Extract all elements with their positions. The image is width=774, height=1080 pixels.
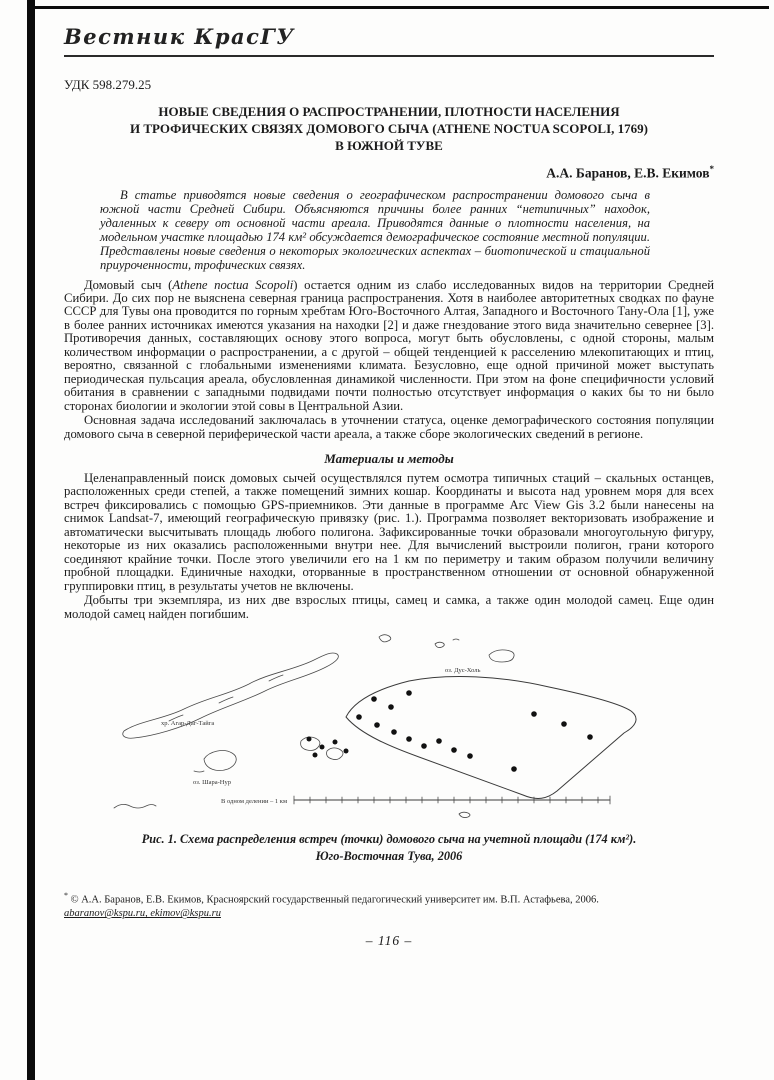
scan-edge-bar [27, 0, 35, 1080]
methods-paragraph-1: Целенаправленный поиск домовых сычей осуществлялся путем осмотра типичных стаций – скальных останцев, расположенных среди степей, а также помещений зимних кошар. Координаты и высота над уровнем моря для всех встреч фиксировались с помощью GPS-приемников. Эти данные в программе Arc View Gis 3.2 были нанесены на снимок Landsat-7, имеющий географическую привязку (рис. 1.). Программа позволяет векторизовать изображение и автоматически высчитывать площадь любого полигона. Зафиксированные точки образовали многоугольную фигуру, некоторые из них оказались расположенными внутри нее. Для вычислений выстроили полигон, грани которого соединяют крайние точки. После этого увеличили его на 1 км по периметру и таким образом получили величину пробной площадки. Единичные находки, оторванные в пространственном отношении от основной обнаруженной группировки птиц, в результаты учетов не включены. [64, 470, 714, 593]
map-labels [161, 667, 480, 805]
bottom-shoreline [114, 804, 470, 817]
footnote-emails: abaranov@kspu.ru, ekimov@kspu.ru [64, 908, 221, 920]
intro-paragraph-2: Основная задача исследований заключалась в уточнении статуса, оценке демографического состояния популяции домового сыча в северной периферической части ареала, а также сборе экологических сведений в регионе. [64, 413, 714, 441]
udk-code: УДК 598.279.25 [64, 77, 152, 92]
article-title [64, 103, 714, 154]
footnote-text: © А.А. Баранов, Е.В. Екимов, Красноярский государственный педагогический университет им. В.П. Астафьева, 2006. [70, 894, 599, 906]
map-label-scale: В одном делении – 1 км [221, 797, 288, 805]
footnote-mark: * [64, 891, 68, 901]
map-label-ridge: хр. Агар-Даг-Тайга [161, 719, 215, 727]
map-sketch [109, 629, 669, 825]
authors-footnote-mark: * [709, 164, 714, 175]
authors-line [64, 164, 714, 182]
methods-paragraph-2: Добыты три экземпляра, из них две взрослых птицы, самец и самка, а также один молодой самец. Еще один молодой самец найден погибшим. [64, 593, 714, 621]
journal-masthead: Вестник КрасГУ [64, 24, 295, 49]
scanned-page [64, 24, 714, 949]
observation-dots [356, 690, 593, 772]
figure-caption-line1: Рис. 1. Схема распределения встреч (точки) домового сыча на учетной площади (174 км²). [141, 831, 637, 846]
article-title-line2: И ТРОФИЧЕСКИХ СВЯЗЯХ ДОМОВОГО СЫЧА (ATHENE NOCTUA SCOPOLI, 1769) [129, 121, 648, 137]
figure-caption-line2: Юго-Восточная Тува, 2006 [315, 848, 463, 863]
article-title-line1: НОВЫЕ СВЕДЕНИЯ О РАСПРОСТРАНЕНИИ, ПЛОТНОСТИ НАСЕЛЕНИЯ [158, 104, 620, 119]
figure-caption [64, 831, 714, 864]
map-label-lake-top: оз. Дус-Холь [445, 666, 481, 674]
page-number: – 116 – [365, 932, 413, 948]
footnote [64, 890, 714, 921]
lake-dus-khol [489, 650, 514, 662]
intro-paragraph-1 [64, 279, 714, 414]
intro-p1-post: ) остается одним из слабо исследованных видов на территории Средней Сибири. До сих пор не выяснена северная граница распространения. Хотя в наиболее авторитетных сводках по фауне СССР для Тувы она проводится по горным хребтам Юго-Восточного Алтая, Западного и Восточного Тану-Ола [1], уже в более ранних источниках имеются указания на находки [2] и даже гнездование этого вида значительно севернее [3]. Противоречия данных, составляющих основу этого вопроса, могут быть обусловлены, с одной стороны, малым количеством информации о распространении, а с другой – общей тенденцией к расселению млекопитающих и птиц, вероятно, связанной с глобальными изменениями климата. Безусловно, еще одной причиной может выступать периодическая пульсация ареала, обусловленная динамикой численности. При этом на фоне специфичности условий обитания в сравнении с западными подвидами почти полностью отсутствует информация о каких бы то ни было сторонах биологии и экологии этой совы в Центральной Азии. [64, 277, 714, 413]
scan-top-line [27, 6, 769, 9]
article-title-line3: В ЮЖНОЙ ТУВЕ [335, 138, 443, 154]
authors-names: А.А. Баранов, Е.В. Екимов [546, 165, 710, 181]
section-heading-methods: Материалы и методы [324, 450, 454, 466]
species-latin-name: Athene noctua Scopoli [172, 277, 294, 292]
intro-p1-pre: Домовый сыч ( [84, 277, 173, 292]
figure-1-map [109, 629, 669, 825]
masthead-rule [64, 55, 714, 57]
outlying-finds-cluster [301, 736, 349, 759]
map-label-lake-bottom: оз. Шара-Нур [193, 778, 232, 786]
top-small-islands [379, 635, 459, 648]
ridge-outline [123, 653, 339, 738]
lake-shara-nur [194, 751, 236, 772]
scale-bar [294, 796, 610, 804]
abstract: В статье приводятся новые сведения о географическом распространении домового сыча в южной части Средней Сибири. Объясняются причины более ранних “нетипичных” находок, удаленных к северу от основной части ареала. Приводятся данные о плотности населения, на модельном участке площадью 174 км² обсуждается демографическое состояние местной популяции. Представлены новые сведения о некоторых экологических аспектах – биотопической и стациальной приуроченности, трофических связях. [100, 187, 650, 273]
